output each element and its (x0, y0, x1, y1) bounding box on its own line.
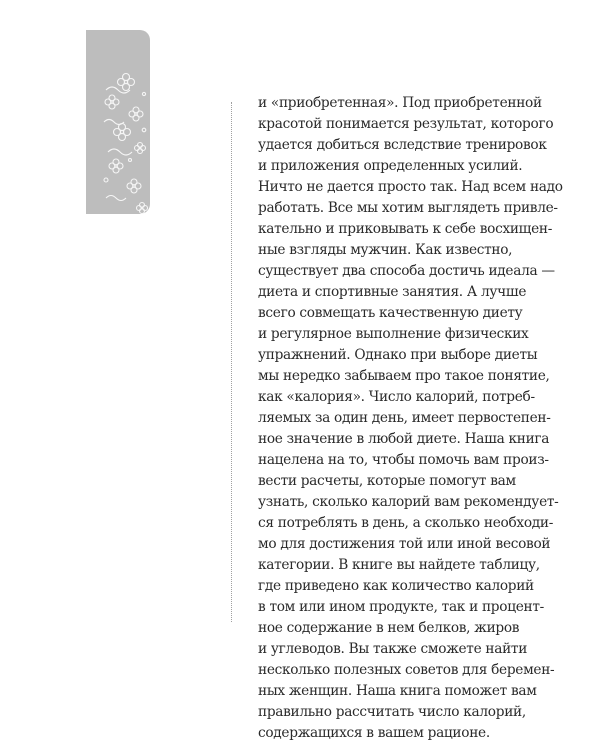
text-line: где приведено как количество калорий (258, 578, 534, 594)
body-paragraph (258, 93, 563, 744)
vertical-divider (231, 102, 232, 622)
text-line: и приложения определенных усилий. (258, 158, 523, 174)
text-line: ных женщин. Наша книга поможет вам (258, 683, 537, 699)
text-line: упражнений. Однако при выборе диеты (258, 347, 538, 363)
text-line: работать. Все мы хотим выглядеть привле- (258, 200, 558, 216)
text-line: диета и спортивные занятия. А лучше (258, 284, 527, 300)
text-line: и регулярное выполнение физических (258, 326, 529, 342)
side-tab-decoration (86, 30, 150, 214)
text-line: всего совмещать качественную диету (258, 305, 523, 321)
text-line: ное значение в любой диете. Наша книга (258, 431, 550, 447)
text-line: мо для достижения той или иной весовой (258, 536, 551, 552)
text-line: ся потреблять в день, а сколько необходи- (258, 515, 554, 531)
text-line: вести расчеты, которые помогут вам (258, 473, 516, 489)
text-line: существует два способа достичь идеала — (258, 263, 555, 279)
text-line: красотой понимается результат, которого (258, 116, 554, 132)
text-line: ное содержание в нем белков, жиров (258, 620, 520, 636)
text-line: удается добиться вследствие тренировок (258, 137, 547, 153)
text-line: несколько полезных советов для беремен- (258, 662, 555, 678)
text-line: правильно рассчитать число калорий, (258, 704, 526, 720)
flower-doodle-icon (86, 30, 150, 214)
text-line: узнать, сколько калорий вам рекомендует- (258, 494, 559, 510)
text-line: Ничто не дается просто так. Над всем надо (258, 179, 563, 195)
text-line: как «калория». Число калорий, потреб- (258, 389, 535, 405)
text-line: и углеводов. Вы также сможете найти (258, 641, 528, 657)
text-line: мы нередко забываем про такое понятие, (258, 368, 550, 384)
text-line: кательно и приковывать к себе восхищен- (258, 221, 553, 237)
text-line: ные взгляды мужчин. Как известно, (258, 242, 513, 258)
text-line: и «приобретенная». Под приобретенной (258, 95, 542, 111)
text-line: в том или ином продукте, так и процент- (258, 599, 544, 615)
text-line: категории. В книге вы найдете таблицу, (258, 557, 540, 573)
text-line: нацелена на то, чтобы помочь вам произ- (258, 452, 549, 468)
text-line: содержащихся в вашем рационе. (258, 725, 490, 741)
text-line: ляемых за один день, имеет первостепен- (258, 410, 551, 426)
